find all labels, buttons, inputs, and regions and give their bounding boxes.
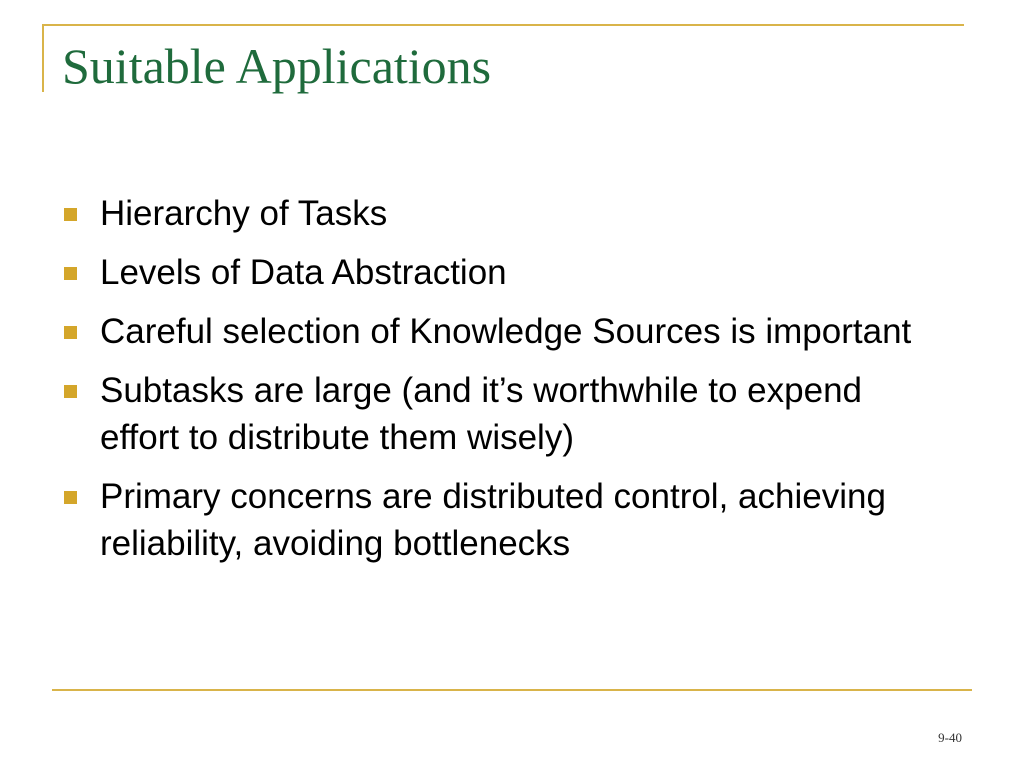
bullet-item xyxy=(64,308,944,355)
title-frame-vertical-line xyxy=(42,24,44,92)
square-bullet-icon xyxy=(64,491,77,504)
bullet-text: Careful selection of Knowledge Sources is important xyxy=(100,312,912,351)
square-bullet-icon xyxy=(64,326,77,339)
slide-title: Suitable Applications xyxy=(62,38,492,94)
bullet-text: Subtasks are large (and it’s worthwhile to expend effort to distribute them wisely) xyxy=(100,371,863,457)
bullet-text: Hierarchy of Tasks xyxy=(100,194,388,233)
bullet-text: Primary concerns are distributed control, achieving reliability, avoiding bottlenecks xyxy=(100,477,886,563)
bullet-text: Levels of Data Abstraction xyxy=(100,253,507,292)
title-frame-top-line xyxy=(42,24,964,26)
bullet-item xyxy=(64,249,944,296)
square-bullet-icon xyxy=(64,385,77,398)
bullet-item xyxy=(64,367,944,461)
footer-divider xyxy=(52,689,972,691)
page-number: 9-40 xyxy=(938,730,962,745)
square-bullet-icon xyxy=(64,267,77,280)
bullet-list xyxy=(64,190,944,579)
bullet-item xyxy=(64,473,944,567)
bullet-item xyxy=(64,190,944,237)
square-bullet-icon xyxy=(64,208,77,221)
